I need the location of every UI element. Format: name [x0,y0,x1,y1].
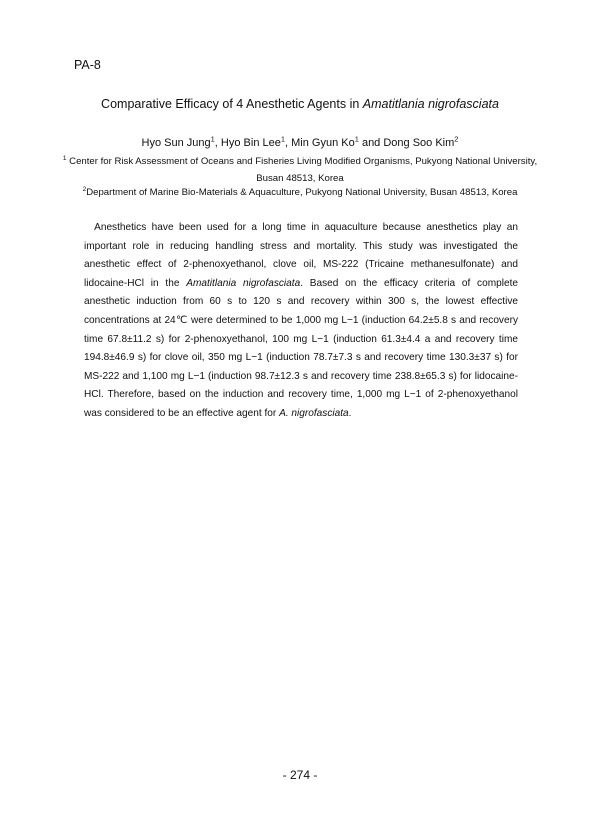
title-species: Amatitlania nigrofasciata [362,97,499,111]
affiliation-marker: 1 [62,154,67,162]
author-name: Hyo Bin Lee [220,137,281,149]
author-affiliation-marker: 1 [280,134,286,144]
abstract-code: PA-8 [74,58,101,72]
author-affiliation-marker: 1 [210,134,215,144]
affiliation-marker: 2 [82,185,87,193]
author-separator: , [285,137,292,149]
author-name: Hyo Sun Jung [141,137,211,149]
species-name: A. nigrofasciata [279,407,349,419]
species-name: Amatitlania nigrofasciata [186,277,301,289]
page-number: - 274 - [282,768,318,782]
author-name: Min Gyun Ko [291,137,355,149]
affiliation-1 [60,153,540,187]
abstract-text: Anesthetics have been used for a long time in aquaculture because anesthetics play an important role in reducing handling stress and mortality. This study was investigated the anesthetic effect of 2-phenoxyethanol, clove oil, MS-222 (Tricaine methanesulfonate) and lidocaine-HCl in the [84,222,518,289]
author-separator: and [358,137,384,149]
affiliation-2 [60,184,540,201]
author-separator: , [214,137,221,149]
abstract-text: . [348,407,352,419]
title-text: Comparative Efficacy of 4 Anesthetic Agents in [101,97,363,111]
abstract-text: . Based on the efficacy criteria of complete anesthetic induction from 60 s to 120 s and recovery within 300 s, the lowest effective concentrations at 24℃ were determined to be 1,000 mg L−1 (induction 64.2±5.8 s and recovery time 67.8±11.2 s) for 2-phenoxyethanol, 100 mg L−1 (induction 61.3±4.4 a and recovery time 194.8±46.9 s) for clove oil, 350 mg L−1 (induction 78.7±7.3 s and recovery time 130.3±37 s) for MS-222 and 1,100 mg L−1 (induction 98.7±12.3 s and recovery time 238.8±65.3 s) for lidocaine-HCl. Therefore, based on the induction and recovery time, 1,000 mg L−1 of 2-phenoxyethanol was considered to be an effective agent for [84,277,519,419]
affiliation-text: Department of Marine Bio-Materials & Aquaculture, Pukyong National University, Busan 48513, Korea [86,187,518,198]
abstract-body [84,219,518,424]
author-list [0,134,600,149]
author-affiliation-marker: 2 [454,134,459,144]
author-affiliation-marker: 1 [354,134,359,144]
author-name: Dong Soo Kim [383,137,455,149]
paper-title [0,97,600,111]
affiliation-text: Center for Risk Assessment of Oceans and Fisheries Living Modified Organisms, Pukyong National University, Busan 48513, Korea [66,156,538,184]
